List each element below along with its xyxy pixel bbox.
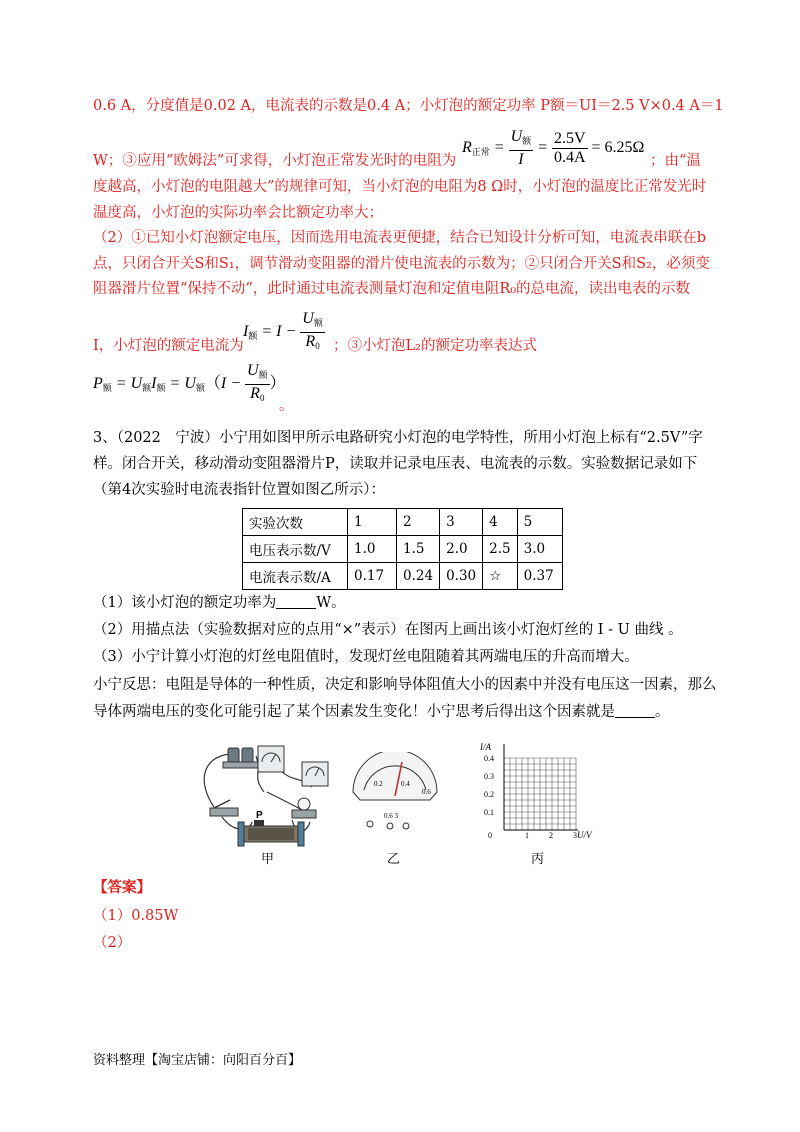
question-part-2: （2）用描点法（实验数据对应的点用“×”表示）在图丙上画出该小灯泡灯丝的 I - U 曲线 。 — [93, 622, 683, 638]
answer-line-2a: W；③应用“欧姆法”可求得，小灯泡正常发光时的电阻为 — [93, 153, 457, 169]
table-cell: 4 — [483, 509, 517, 536]
formula-i-rated: $I_额 = I$ − $\frac{U_额}{R_0}$ — [243, 310, 323, 351]
answer-blank[interactable] — [615, 703, 655, 718]
table-cell: 电压表示数/V — [243, 536, 348, 563]
reflection-line-1: 小宁反思：电阻是导体的一种性质，决定和影响导体阻值大小的因素中并没有电压这一因素，那么 — [93, 677, 717, 693]
ammeter-scale-label: 0.4 — [401, 780, 410, 788]
table-cell: 0.17 — [348, 563, 397, 590]
formula-r-normal: $R_{正常}$ = $\frac{U_额}{I}$ = $\frac{2.5V}{0.4A}$ = 6.25Ω — [462, 128, 645, 168]
graph-y-tick: 0.2 — [484, 790, 494, 799]
table-cell: 实验次数 — [243, 509, 348, 536]
question-part-1-text: （1）该小灯泡的额定功率为 — [93, 595, 277, 611]
ammeter-scale-label: 0.2 — [374, 780, 383, 788]
graph-x-tick: 0 — [488, 831, 492, 840]
reflection-line-2 — [93, 702, 670, 722]
answer-line-8b: ；③小灯泡L₂的额定功率表达式 — [333, 338, 537, 354]
graph-y-tick: 0.4 — [484, 754, 494, 763]
figure-label-bing: 丙 — [531, 852, 545, 867]
table-cell: 2.0 — [440, 536, 483, 563]
graph-y-tick: 0.3 — [484, 772, 494, 781]
ammeter-terminals: 0.6 3 — [384, 812, 398, 820]
question-part-1 — [93, 593, 346, 613]
answer-1: （1）0.85W — [93, 908, 179, 924]
footer-credit: 资料整理【淘宝店铺：向阳百分百】 — [93, 1053, 302, 1068]
rheostat-label: P — [256, 810, 263, 821]
answer-line-2b: ；由“温 — [650, 153, 701, 169]
iu-graph-figure — [476, 742, 606, 842]
answer-heading: 【答案】 — [93, 879, 151, 896]
question-line-3: （第4次实验时电流表指针位置如图乙所示）： — [93, 482, 385, 498]
question-part-3: （3）小宁计算小灯泡的灯丝电阻值时，发现灯丝电阻随着其两端电压的升高而增大。 — [93, 649, 639, 665]
answer-line-5: （2）①已知小灯泡额定电压，因而选用电流表更便捷，结合已知设计分析可知，电流表串联在b — [93, 230, 707, 246]
circuit-figure — [192, 742, 342, 850]
table-cell: 3 — [440, 509, 483, 536]
reflection-line-2-text: 导体两端电压的变化可能引起了某个因素发生变化！小宁思考后得出这个因素就是 — [93, 704, 615, 720]
table-cell: 5 — [517, 509, 562, 536]
table-row — [243, 563, 563, 590]
table-cell: 2.5 — [483, 536, 517, 563]
figure-label-jia: 甲 — [261, 852, 275, 867]
ammeter-scale-label: 0.6 — [422, 788, 431, 796]
figure-label-yi: 乙 — [387, 852, 401, 867]
answer-line-4: 温度高，小灯泡的实际功率会比额定功率大； — [93, 205, 383, 221]
answer-line-8a: I，小灯泡的额定电流为 — [93, 338, 244, 354]
graph-xlabel: U/V — [577, 830, 592, 840]
question-line-2: 样。闭合开关，移动滑动变阻器滑片P，读取并记录电压表、电流表的示数。实验数据记录如下 — [93, 456, 698, 472]
table-cell: 3.0 — [517, 536, 562, 563]
graph-ylabel: I/A — [480, 742, 491, 752]
table-cell: 1.0 — [348, 536, 397, 563]
table-row — [243, 536, 563, 563]
table-cell: 0.24 — [397, 563, 440, 590]
table-cell: 电流表示数/A — [243, 563, 348, 590]
data-table — [242, 508, 563, 590]
graph-y-tick: 0.1 — [484, 808, 494, 817]
answer-blank[interactable] — [276, 594, 316, 609]
answer-line-7: 阻器滑片位置“保持不动”，此时通过电流表测量灯泡和定值电阻R₀的总电流，读出电表的示数 — [93, 281, 691, 297]
question-part-1-unit: W。 — [316, 595, 346, 611]
table-cell: 0.30 — [440, 563, 483, 590]
table-cell: ☆ — [483, 563, 517, 590]
ammeter-figure — [350, 752, 440, 837]
graph-x-tick: 3 — [573, 831, 577, 840]
table-cell: 1 — [348, 509, 397, 536]
answer-2: （2） — [93, 935, 132, 951]
answer-line-6: 点，只闭合开关S和S₁，调节滑动变阻器的滑片使电流表的示数为；②只闭合开关S和S₂，必须变 — [93, 256, 710, 272]
reflection-line-2-end: 。 — [655, 704, 670, 720]
answer-line-9-end: 。 — [279, 398, 294, 414]
question-line-1: 3、（2022 宁波）小宁用如图甲所示电路研究小灯泡的电学特性，所用小灯泡上标有“2.5V”字 — [93, 430, 703, 446]
formula-p-rated: $P_额 = U_额I_额 = U_额(I$ − $\frac{U_额}{R_0}$ ） — [93, 362, 286, 403]
table-cell: 1.5 — [397, 536, 440, 563]
table-row — [243, 509, 563, 536]
graph-x-tick: 1 — [525, 831, 529, 840]
table-cell: 2 — [397, 509, 440, 536]
answer-line-3: 度越高，小灯泡的电阻越大”的规律可知，当小灯泡的电阻为8 Ω时，小灯泡的温度比正常发光时 — [93, 179, 707, 195]
table-cell: 0.37 — [517, 563, 562, 590]
graph-x-tick: 2 — [549, 831, 553, 840]
answer-line-1: 0.6 A，分度值是0.02 A，电流表的示数是0.4 A；小灯泡的额定功率 P额＝UI＝2.5 V×0.4 A＝1 — [93, 98, 724, 114]
